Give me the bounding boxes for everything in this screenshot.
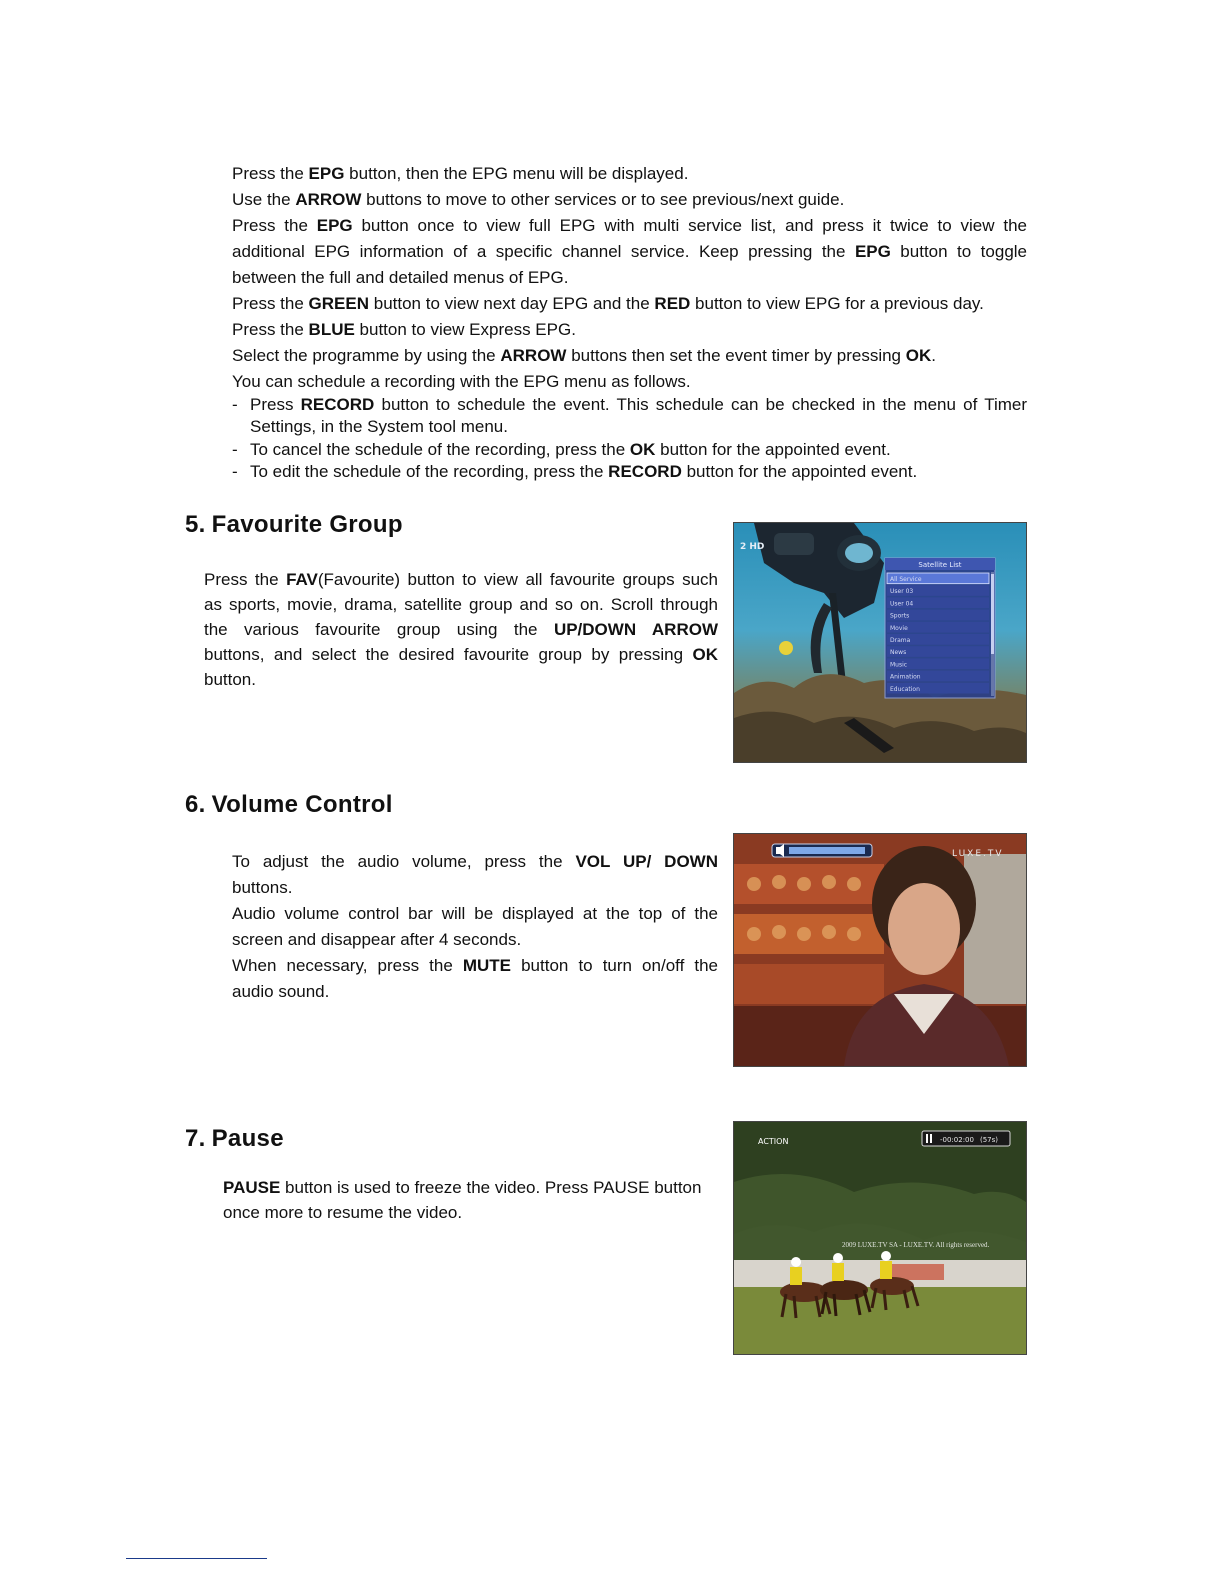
vol-line-6: audio sound. [232, 982, 330, 1001]
satellite-list-item: Music [890, 661, 908, 669]
watermark: 2009 LUXE.TV SA - LUXE.TV. All rights reserved. [842, 1241, 990, 1249]
epg-bullet-1-cont: Settings, in the System tool menu. [250, 417, 508, 436]
satellite-list-panel [885, 558, 995, 698]
satellite-list-item: All Service [890, 576, 922, 583]
fav-line-5: button. [204, 670, 256, 689]
vol-line-4: screen and disappear after 4 seconds. [232, 930, 522, 949]
pause-buffer: (57s) [980, 1136, 999, 1144]
fav-line-2: as sports, movie, drama, satellite group and so on. Scroll through [204, 595, 718, 614]
satellite-list-item: Sports [890, 612, 910, 620]
bullet-dash-3: - [232, 462, 238, 481]
fav-line-3: the various favourite group using the UP/DOWN ARROW [204, 620, 718, 639]
satellite-list-item: News [890, 649, 907, 657]
epg-bullet-2: To cancel the schedule of the recording, press the OK button for the appointed event. [250, 440, 891, 459]
footnote-separator [126, 1558, 267, 1559]
pause-timer-box [922, 1131, 1010, 1146]
volume-control-screenshot [733, 833, 1027, 1067]
epg-line-2: Use the ARROW buttons to move to other services or to see previous/next guide. [232, 190, 845, 209]
epg-line-1: Press the EPG button, then the EPG menu will be displayed. [232, 164, 689, 183]
epg-bullet-3: To edit the schedule of the recording, press the RECORD button for the appointed event. [250, 462, 918, 481]
bullet-dash-2: - [232, 440, 238, 459]
section-heading-favourite: 5. Favourite Group [185, 511, 403, 538]
channel-logo: LUXE.TV [952, 849, 1004, 859]
section-heading-volume: 6. Volume Control [185, 791, 393, 818]
pause-line-1: PAUSE button is used to freeze the video. Press PAUSE button [223, 1178, 702, 1197]
bullet-dash-1: - [232, 395, 238, 414]
satellite-list-item: Drama [890, 637, 911, 644]
epg-line-5: between the full and detailed menus of EPG. [232, 268, 569, 287]
pause-timer: -00:02:00 [940, 1136, 974, 1144]
fav-line-4: buttons, and select the desired favourite group by pressing OK [204, 645, 718, 664]
epg-bullet-1: Press RECORD button to schedule the event. This schedule can be checked in the menu of Timer [250, 395, 1027, 414]
satellite-list-item: User 04 [890, 600, 914, 608]
epg-line-4: additional EPG information of a specific channel service. Keep pressing the EPG button to toggle [232, 242, 1028, 261]
satellite-list-item: Movie [890, 624, 908, 632]
section-heading-pause: 7. Pause [185, 1125, 284, 1152]
satellite-list-title: Satellite List [918, 561, 962, 569]
epg-line-3: Press the EPG button once to view full EPG with multi service list, and press it twice to view the [232, 216, 1027, 235]
pause-screenshot [733, 1121, 1027, 1355]
epg-line-9: You can schedule a recording with the EPG menu as follows. [232, 372, 691, 391]
volume-bar [772, 844, 872, 857]
channel-logo: 2 HD [740, 542, 765, 552]
vol-line-5: When necessary, press the MUTE button to turn on/off the [232, 956, 718, 975]
fav-line-1: Press the FAV(Favourite) button to view all favourite groups such [204, 570, 718, 589]
vol-line-2: buttons. [232, 878, 293, 897]
satellite-list-item: Education [890, 685, 920, 693]
satellite-list-item: User 03 [890, 588, 914, 596]
favourite-group-screenshot [733, 522, 1027, 763]
pause-line-2: once more to resume the video. [223, 1203, 463, 1222]
epg-line-6: Press the GREEN button to view next day EPG and the RED button to view EPG for a previous day. [232, 294, 984, 313]
satellite-list-item: Animation [890, 673, 921, 681]
vol-line-3: Audio volume control bar will be displayed at the top of the [232, 904, 718, 923]
pause-icon [926, 1134, 928, 1143]
epg-line-8: Select the programme by using the ARROW buttons then set the event timer by pressing OK. [232, 346, 936, 365]
epg-line-7: Press the BLUE button to view Express EPG. [232, 320, 576, 339]
vol-line-1: To adjust the audio volume, press the VOL UP/ DOWN [232, 852, 718, 871]
channel-name: ACTION [758, 1137, 789, 1146]
